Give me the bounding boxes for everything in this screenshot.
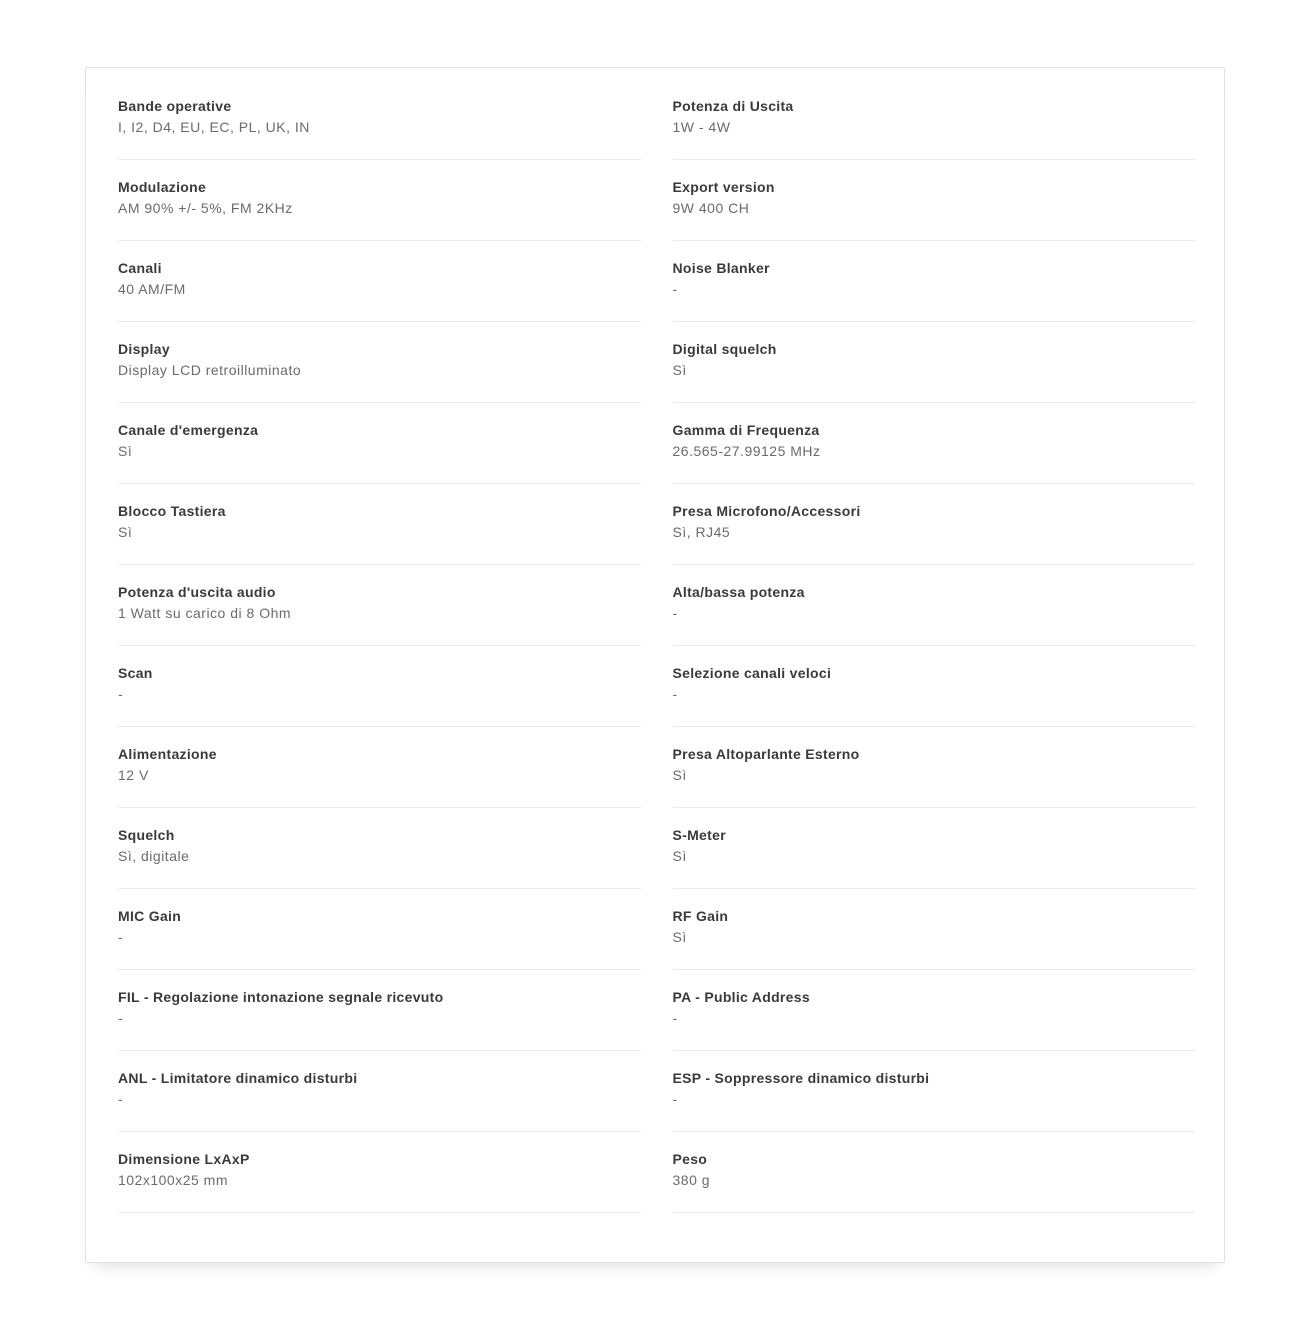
spec-row-fil: [118, 970, 641, 1051]
spec-value: 102x100x25 mm: [118, 1172, 229, 1188]
spec-label: FIL - Regolazione intonazione segnale ricevuto: [118, 989, 444, 1005]
spec-label: PA - Public Address: [672, 989, 810, 1005]
spec-label: Canali: [118, 260, 162, 276]
spec-value: 380 g: [672, 1172, 711, 1188]
spec-row-potenza-di-uscita: [673, 79, 1196, 160]
spec-value: 9W 400 CH: [672, 200, 750, 216]
spec-row-noise-blanker: [673, 241, 1196, 322]
spec-row-modulazione: [118, 160, 641, 241]
spec-value: Sì: [672, 848, 687, 864]
spec-row-blocco-tastiera: [118, 484, 641, 565]
spec-row-mic-gain: [118, 889, 641, 970]
spec-label: Bande operative: [118, 98, 232, 114]
spec-label: Display: [118, 341, 170, 357]
spec-value: -: [672, 281, 678, 297]
spec-label: Digital squelch: [672, 341, 777, 357]
spec-row-presa-microfono: [673, 484, 1196, 565]
spec-value: 26.565-27.99125 MHz: [672, 443, 821, 459]
spec-value: -: [118, 1091, 124, 1107]
spec-value: 12 V: [118, 767, 149, 783]
spec-row-anl: [118, 1051, 641, 1132]
spec-label: Alimentazione: [118, 746, 217, 762]
spec-value: Sì: [118, 443, 133, 459]
spec-row-alimentazione: [118, 727, 641, 808]
spec-row-pa: [673, 970, 1196, 1051]
spec-label: ESP - Soppressore dinamico disturbi: [672, 1070, 930, 1086]
spec-row-presa-altoparlante: [673, 727, 1196, 808]
spec-value: Display LCD retroilluminato: [118, 362, 302, 378]
spec-value: Sì: [118, 524, 133, 540]
spec-label: Selezione canali veloci: [672, 665, 832, 681]
spec-label: Export version: [672, 179, 775, 195]
spec-value: 1W - 4W: [672, 119, 731, 135]
spec-row-rf-gain: [673, 889, 1196, 970]
spec-label: Presa Altoparlante Esterno: [672, 746, 860, 762]
spec-row-canali: [118, 241, 641, 322]
spec-value: Sì, digitale: [118, 848, 190, 864]
spec-label: Canale d'emergenza: [118, 422, 259, 438]
spec-label: ANL - Limitatore dinamico disturbi: [118, 1070, 358, 1086]
spec-value: 40 AM/FM: [118, 281, 186, 297]
spec-value: Sì: [672, 362, 687, 378]
spec-label: Peso: [672, 1151, 708, 1167]
spec-row-gamma-di-frequenza: [673, 403, 1196, 484]
spec-row-alta-bassa-potenza: [673, 565, 1196, 646]
spec-label: MIC Gain: [118, 908, 182, 924]
spec-label: Potenza di Uscita: [672, 98, 794, 114]
spec-label: Noise Blanker: [672, 260, 770, 276]
spec-row-canale-emergenza: [118, 403, 641, 484]
spec-row-selezione-canali-veloci: [673, 646, 1196, 727]
spec-row-peso: [673, 1132, 1196, 1213]
spec-row-export-version: [673, 160, 1196, 241]
spec-value: -: [672, 1010, 678, 1026]
spec-value: -: [672, 605, 678, 621]
spec-value: 1 Watt su carico di 8 Ohm: [118, 605, 292, 621]
spec-value: -: [118, 1010, 124, 1026]
spec-row-dimensione: [118, 1132, 641, 1213]
spec-value: I, I2, D4, EU, EC, PL, UK, IN: [118, 119, 310, 135]
spec-column-left: [118, 79, 641, 1213]
spec-row-squelch: [118, 808, 641, 889]
spec-row-potenza-uscita-audio: [118, 565, 641, 646]
spec-row-scan: [118, 646, 641, 727]
spec-label: Dimensione LxAxP: [118, 1151, 250, 1167]
spec-value: -: [118, 929, 124, 945]
spec-label: Squelch: [118, 827, 175, 843]
spec-column-right: [673, 79, 1196, 1213]
spec-row-digital-squelch: [673, 322, 1196, 403]
spec-value: -: [672, 1091, 678, 1107]
spec-value: -: [118, 686, 124, 702]
spec-label: Gamma di Frequenza: [672, 422, 820, 438]
spec-value: AM 90% +/- 5%, FM 2KHz: [118, 200, 293, 216]
spec-value: -: [672, 686, 678, 702]
spec-label: S-Meter: [672, 827, 726, 843]
spec-label: RF Gain: [672, 908, 729, 924]
spec-value: Sì, RJ45: [672, 524, 731, 540]
spec-label: Presa Microfono/Accessori: [672, 503, 861, 519]
spec-label: Alta/bassa potenza: [672, 584, 805, 600]
spec-value: Sì: [672, 929, 687, 945]
spec-row-s-meter: [673, 808, 1196, 889]
specifications-card: [85, 67, 1225, 1263]
spec-label: Scan: [118, 665, 153, 681]
spec-value: Sì: [672, 767, 687, 783]
spec-row-bande-operative: [118, 79, 641, 160]
spec-label: Blocco Tastiera: [118, 503, 226, 519]
spec-row-display: [118, 322, 641, 403]
spec-label: Modulazione: [118, 179, 207, 195]
spec-grid: [118, 79, 1195, 1213]
spec-row-esp: [673, 1051, 1196, 1132]
spec-label: Potenza d'uscita audio: [118, 584, 276, 600]
